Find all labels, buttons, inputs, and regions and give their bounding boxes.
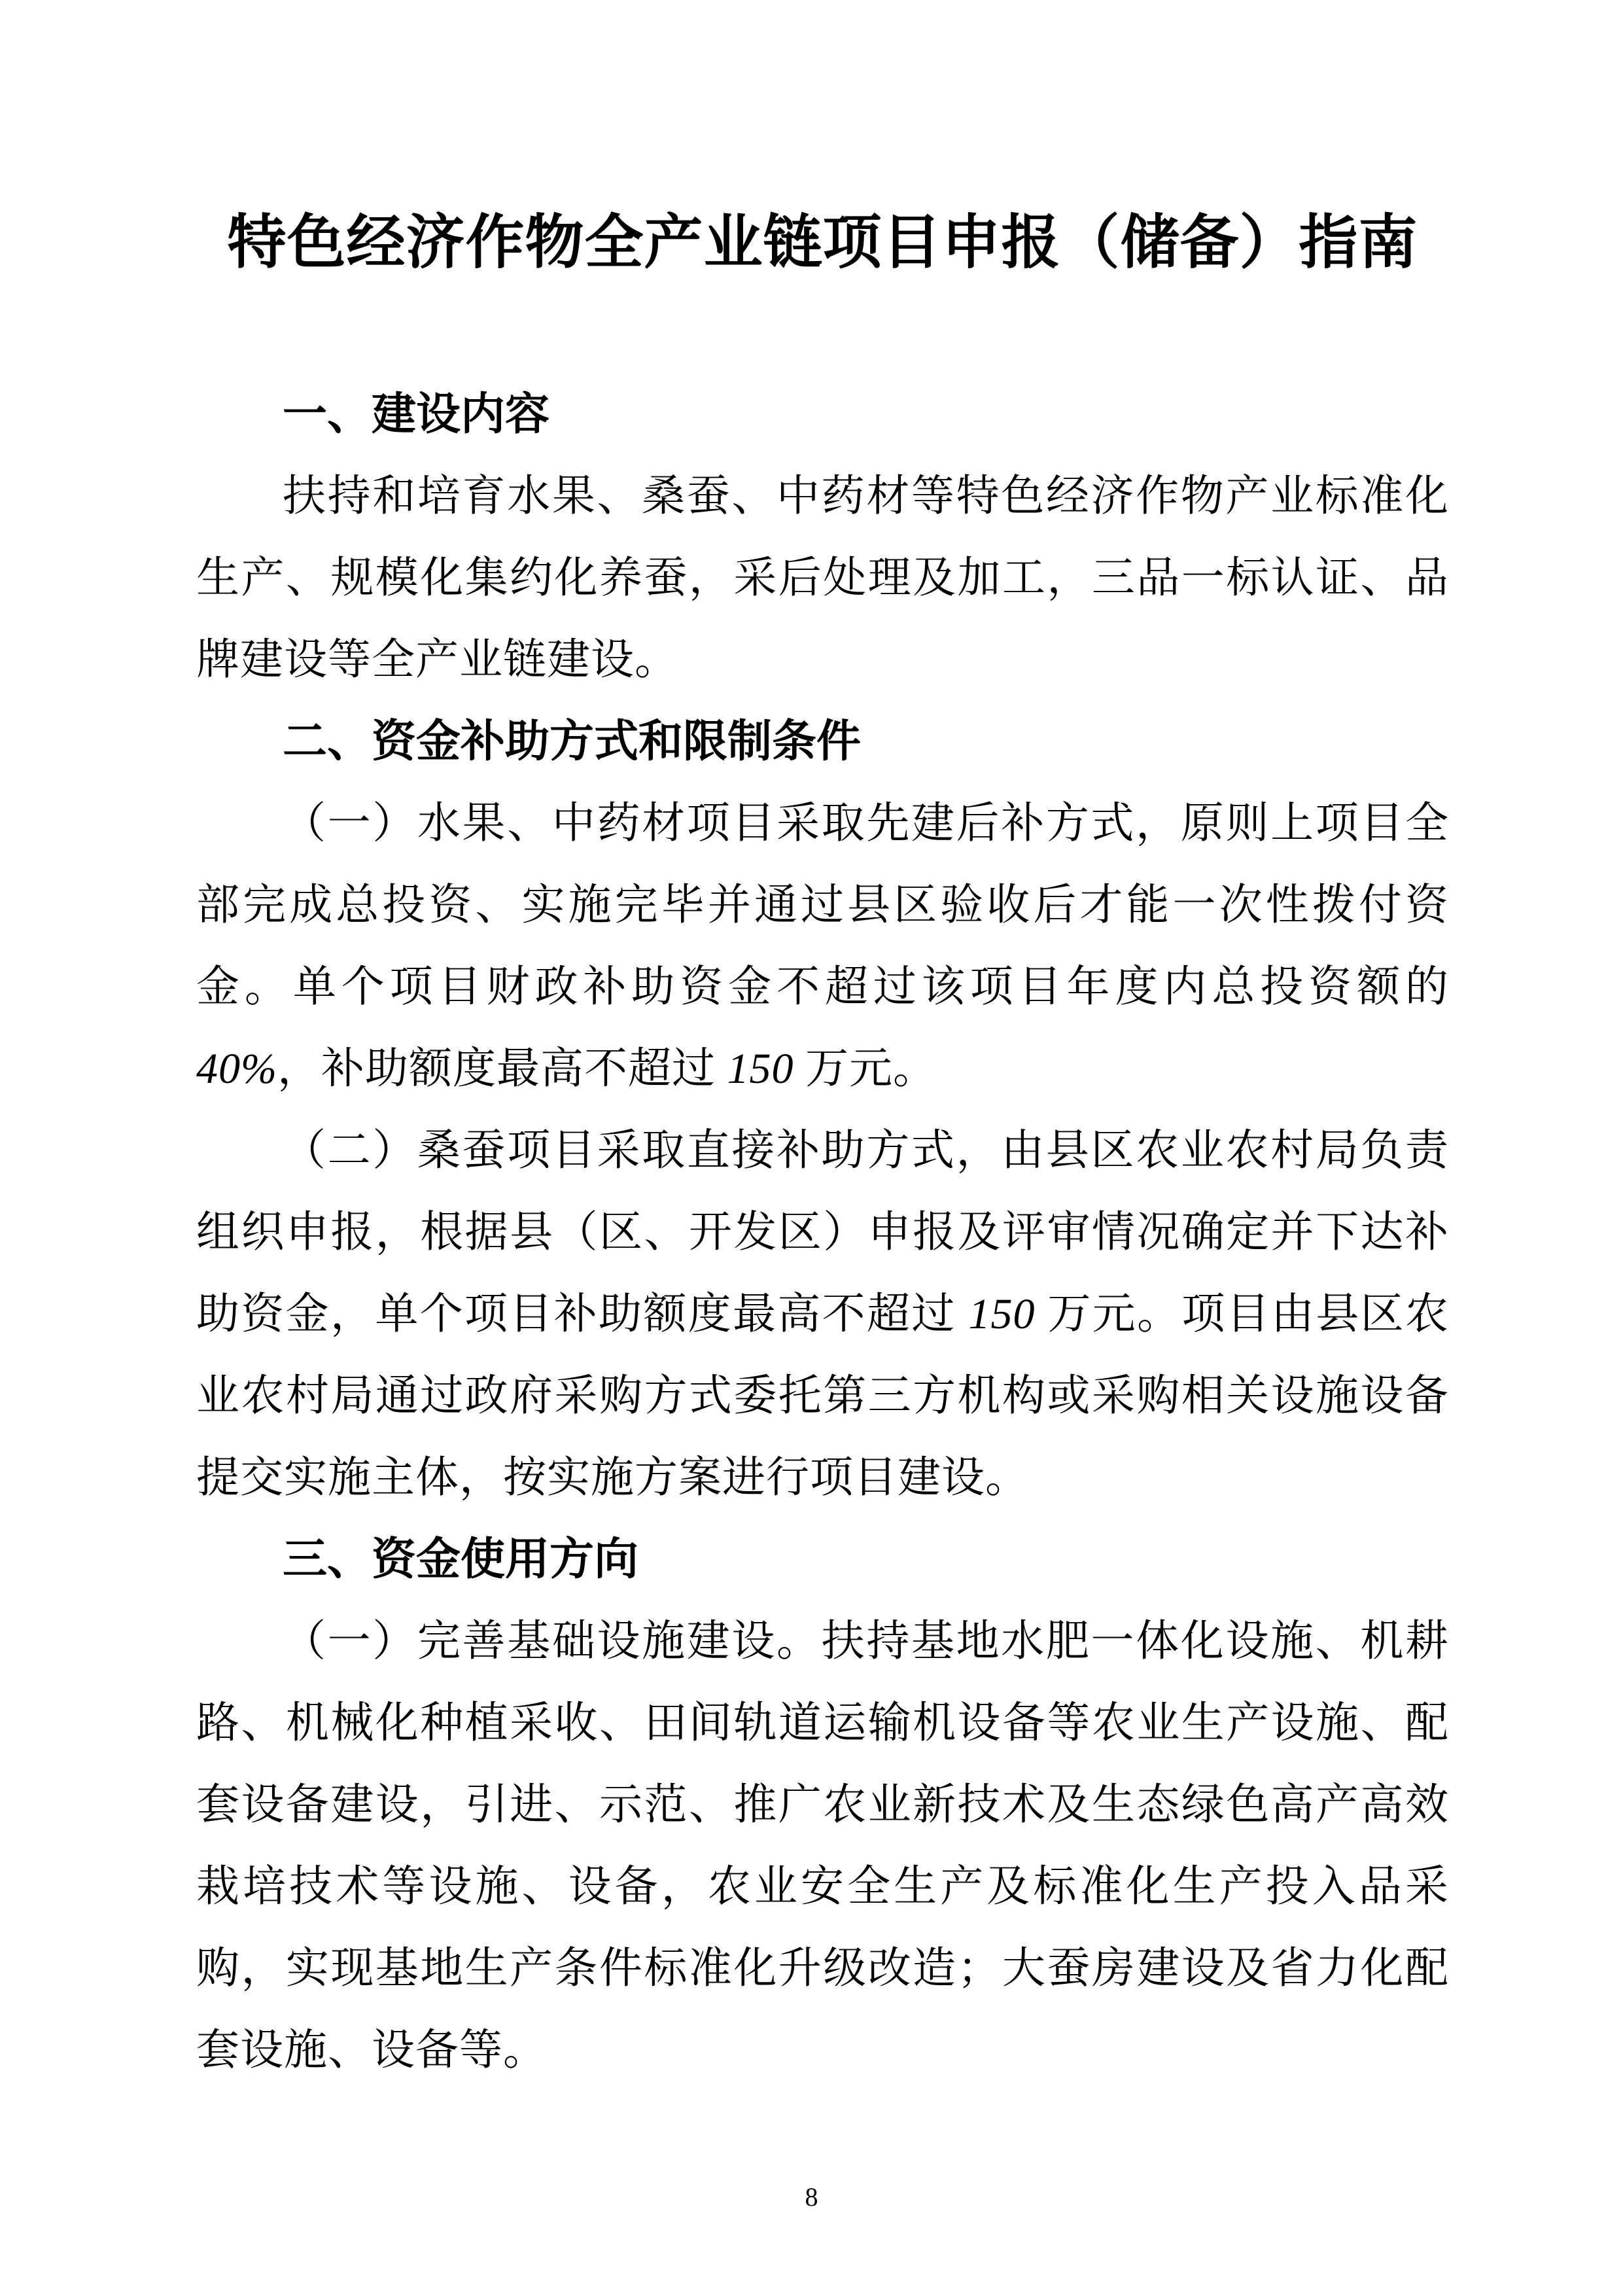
page-number: 8 (805, 2182, 818, 2212)
section-heading: 二、资金补助方式和限制条件 (283, 716, 862, 766)
paragraph: （二）桑蚕项目采取直接补助方式，由县区农业农村局负责组织申报，根据县（区、开发区）申报及评审情况确定并下达补助资金，单个项目补助额度最高不超过 150 万元。项目由县区农业农村局通过政府采购方式委托第三方机构或采购相关设施设备提交实施主体，按实施方案进行项目建设。 (196, 1127, 1449, 1502)
document-sections (196, 374, 1449, 2091)
paragraph: 扶持和培育水果、桑蚕、中药材等特色经济作物产业标准化生产、规模化集约化养蚕，采后处理及加工，三品一标认证、品牌建设等全产业链建设。 (196, 472, 1449, 684)
section-heading: 三、资金使用方向 (283, 1534, 639, 1584)
paragraph: （一）水果、中药材项目采取先建后补方式，原则上项目全部完成总投资、实施完毕并通过县区验收后才能一次性拨付资金。单个项目财政补助资金不超过该项目年度内总投资额的 40%，补助额度最高不超过 150 万元。 (196, 800, 1449, 1093)
paragraph: （一）完善基础设施建设。扶持基地水肥一体化设施、机耕路、机械化种植采收、田间轨道运输机设备等农业生产设施、配套设备建设，引进、示范、推广农业新技术及生态绿色高产高效栽培技术等设施、设备，农业安全生产及标准化生产投入品采购，实现基地生产条件标准化升级改造；大蚕房建设及省力化配套设施、设备等。 (196, 1617, 1449, 2074)
document-content (196, 211, 1449, 2091)
section-heading: 一、建设内容 (283, 389, 550, 439)
document-title: 特色经济作物全产业链项目申报（储备）指南 (227, 211, 1418, 275)
